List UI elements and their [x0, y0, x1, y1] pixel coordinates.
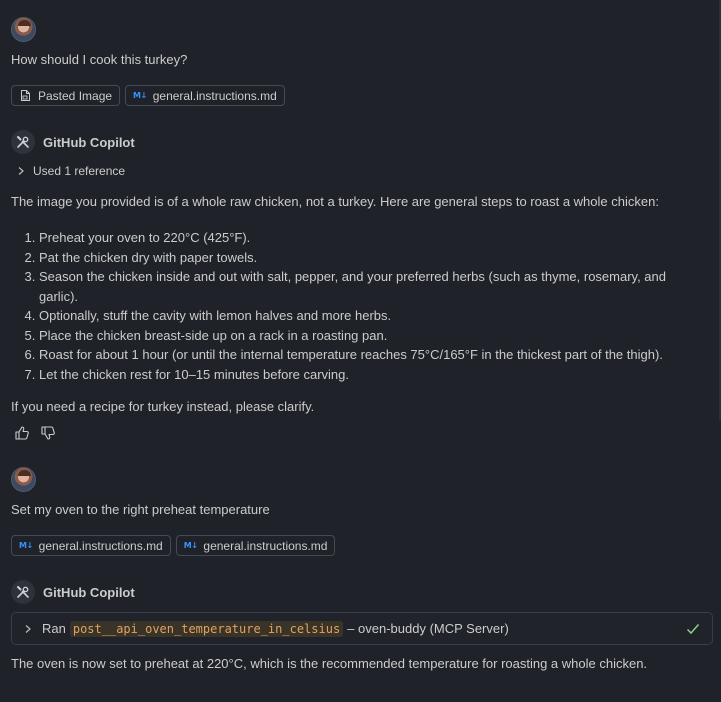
chevron-right-icon [24, 624, 32, 634]
attachment-list [11, 535, 335, 556]
tool-invocation[interactable] [11, 612, 713, 645]
user-message: How should I cook this turkey? [11, 52, 188, 67]
list-item: 2. Pat the chicken dry with paper towels. [39, 248, 706, 268]
attachment-label: general.instructions.md [38, 538, 163, 553]
tool-name: post__api_oven_temperature_in_celsius [70, 621, 343, 637]
response-intro: The image you provided is of a whole raw chicken, not a turkey. Here are general steps to roast a whole chicken: [11, 194, 659, 209]
user-avatar [11, 17, 36, 42]
tool-prefix: Ran [42, 621, 66, 636]
tools-icon [16, 135, 30, 149]
copilot-avatar [11, 580, 35, 604]
list-item: 3. Season the chicken inside and out with salt, pepper, and your preferred herbs (such as thyme, rosemary, and garlic). [39, 267, 706, 306]
copilot-name: GitHub Copilot [43, 584, 135, 600]
tools-icon [16, 585, 30, 599]
list-item: 5. Place the chicken breast-side up on a rack in a roasting pan. [39, 326, 706, 346]
attachment-label: Pasted Image [38, 88, 113, 103]
attachment-label: general.instructions.md [152, 88, 277, 103]
response-outro: If you need a recipe for turkey instead, please clarify. [11, 399, 315, 414]
attachment-chip-pasted-image[interactable] [11, 85, 120, 106]
response-reply: The oven is now set to preheat at 220°C, which is the recommended temperature for roasting a whole chicken. [11, 656, 648, 671]
copilot-name: GitHub Copilot [43, 134, 135, 150]
attachment-list [11, 85, 285, 106]
markdown-icon: M↓ [183, 541, 198, 550]
attachment-chip-instructions[interactable] [11, 535, 171, 556]
user-message: Set my oven to the right preheat temperature [11, 502, 270, 517]
references-toggle[interactable] [17, 164, 125, 178]
chevron-right-icon [17, 166, 25, 176]
check-icon [686, 623, 700, 635]
attachment-chip-instructions[interactable] [176, 535, 336, 556]
references-label: Used 1 reference [33, 164, 126, 178]
attachment-chip-instructions[interactable] [125, 85, 285, 106]
list-item: 4. Optionally, stuff the cavity with lemon halves and more herbs. [39, 306, 706, 326]
copilot-header [11, 130, 135, 154]
copilot-header [11, 580, 135, 604]
list-item: 6. Roast for about 1 hour (or until the internal temperature reaches 75°C/165°F in the thickest part of the thigh). [39, 345, 706, 365]
thumbs-down-icon[interactable] [40, 425, 56, 441]
user-avatar [11, 467, 36, 492]
list-item: 1. Preheat your oven to 220°C (425°F). [39, 228, 706, 248]
image-file-icon [19, 89, 32, 102]
steps-list [11, 228, 706, 384]
thumbs-up-icon[interactable] [14, 425, 30, 441]
attachment-label: general.instructions.md [203, 538, 328, 553]
list-item: 7. Let the chicken rest for 10–15 minutes before carving. [39, 365, 706, 385]
markdown-icon: M↓ [19, 541, 33, 550]
copilot-avatar [11, 130, 35, 154]
markdown-icon: M↓ [133, 91, 147, 100]
feedback-actions [14, 425, 56, 441]
tool-server: – oven-buddy (MCP Server) [347, 621, 509, 636]
